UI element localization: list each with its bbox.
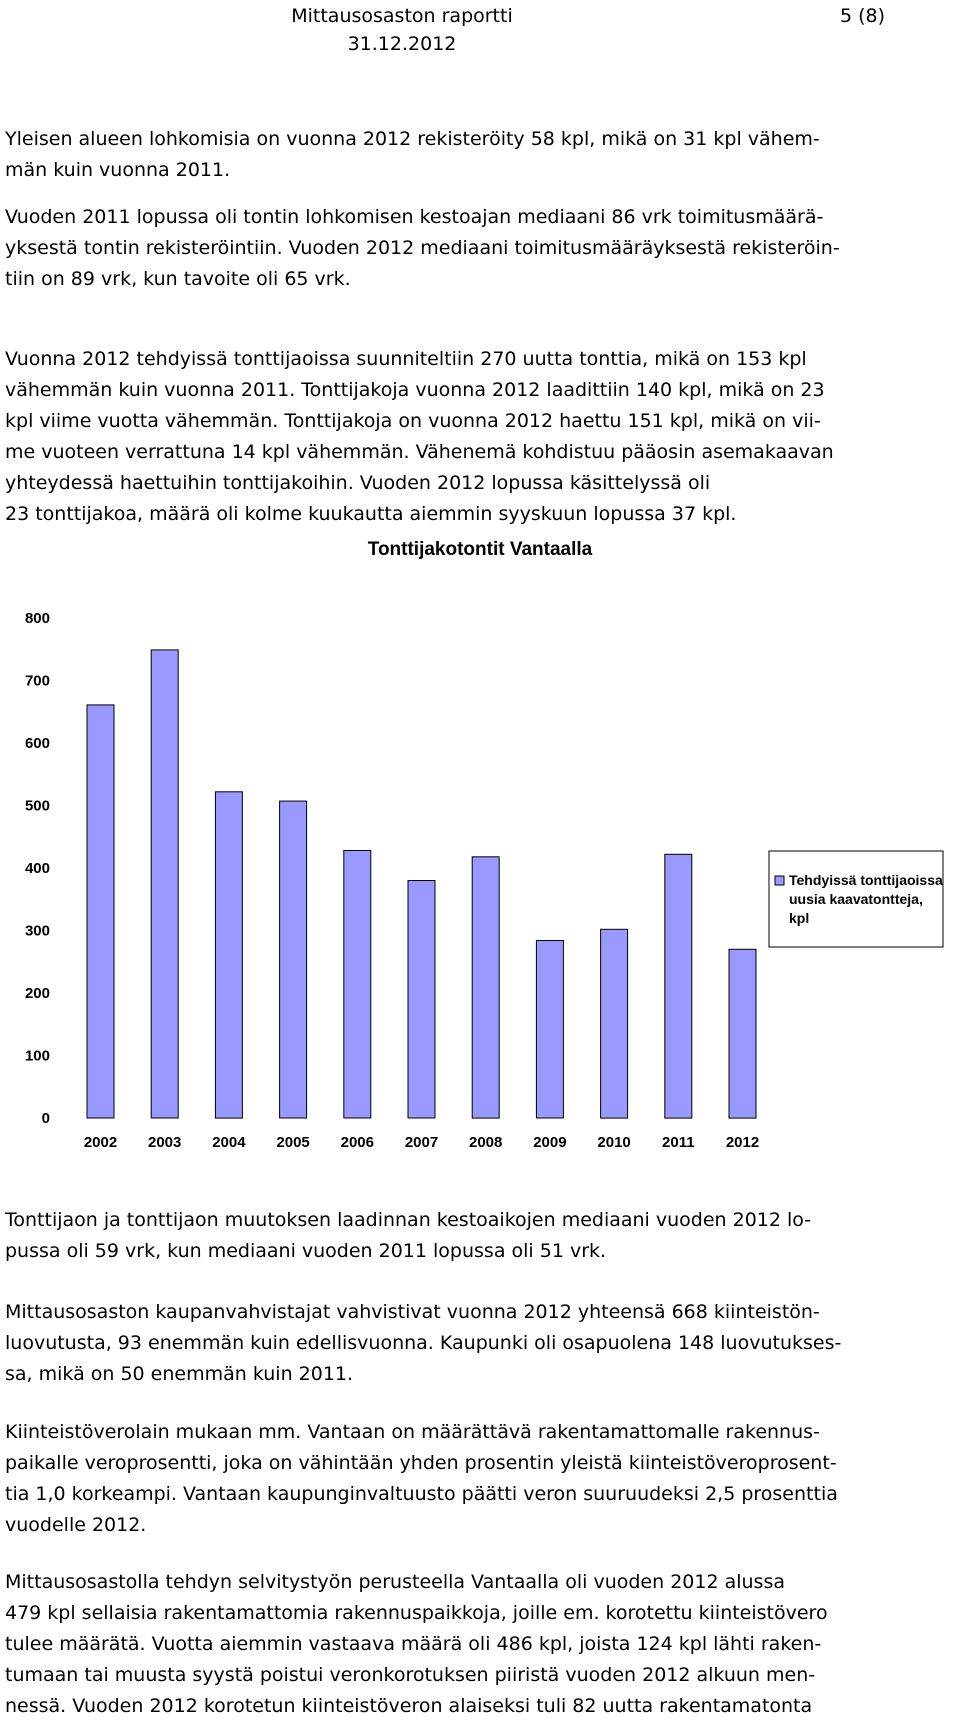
bar-2011 [665,854,692,1118]
text-line: Mittausosaston kaupanvahvistajat vahvistivat vuonna 2012 yhteensä 668 kiinteistön- [5,1301,820,1323]
y-tick-label: 600 [24,735,50,752]
bar-2003 [151,650,178,1118]
text-line: 479 kpl sellaisia rakentamattomia rakennuspaikkoja, joille em. korotettu kiinteistövero [5,1602,828,1624]
report-date: 31.12.2012 [347,33,457,55]
y-tick-label: 400 [24,860,50,877]
x-axis [84,1134,759,1151]
bar-2009 [536,941,563,1119]
y-tick-label: 0 [41,1110,50,1127]
text-line: Tonttijaon ja tonttijaon muutoksen laadinnan kestoaikojen mediaani vuoden 2012 lo- [5,1209,812,1231]
text-line: 23 tonttijakoa, määrä oli kolme kuukautta aiemmin syyskuun lopussa 37 kpl. [5,503,737,525]
paragraph-2 [5,202,955,295]
report-title: Mittausosaston raportti [291,5,513,27]
y-tick-label: 700 [24,672,50,690]
text-line: me vuoteen verrattuna 14 kpl vähemmän. Vähenemä kohdistuu pääosin asemakaavan [5,441,834,463]
bar-2006 [344,851,371,1119]
paragraph-4 [5,1205,955,1267]
bar-chart [0,535,960,1155]
page-number: 5 (8) [840,5,886,27]
legend-label-line-3: kpl [789,910,810,926]
bar-2007 [408,881,435,1119]
text-line: Vuonna 2012 tehdyissä tonttijaoissa suunniteltiin 270 uutta tonttia, mikä on 153 kpl [5,348,807,370]
text-line: Kiinteistöverolain mukaan mm. Vantaan on määrättävä rakentamattomalle rakennus- [5,1421,820,1443]
text-line: yksestä tontin rekisteröintiin. Vuoden 2012 mediaani toimitusmääräyksestä rekisteröin- [5,237,840,259]
text-line: tumaan tai muusta syystä poistui veronkorotuksen piiristä vuoden 2012 alkuun men- [5,1664,816,1686]
paragraph-6 [5,1417,955,1541]
text-line: yhteydessä haettuihin tonttijakoihin. Vuoden 2012 lopussa käsittelyssä oli [5,472,711,494]
report-header [282,2,522,58]
chart-legend [769,851,943,947]
x-tick-label: 2004 [212,1134,246,1151]
y-axis [25,610,50,1127]
text-line: kpl viime vuotta vähemmän. Tonttijakoja on vuonna 2012 haettu 151 kpl, mikä on vii- [5,410,821,432]
text-line: tiin on 89 vrk, kun tavoite oli 65 vrk. [5,268,351,290]
legend-swatch [775,876,784,885]
paragraph-1 [5,124,955,186]
paragraph-7 [5,1567,955,1722]
text-line: paikalle veroprosentti, joka on vähintään yhden prosentin yleistä kiinteistöveroprosent- [5,1452,837,1474]
text-line: vähemmän kuin vuonna 2011. Tonttijakoja vuonna 2012 laadittiin 140 kpl, mikä on 23 [5,379,825,401]
bar-2005 [280,801,307,1118]
text-line: Vuoden 2011 lopussa oli tontin lohkomisen kestoajan mediaani 86 vrk toimitusmäärä- [5,206,824,228]
text-line: Yleisen alueen lohkomisia on vuonna 2012 rekisteröity 58 kpl, mikä on 31 kpl vähem- [5,128,820,150]
x-tick-label: 2002 [83,1134,118,1151]
text-line: tia 1,0 korkeampi. Vantaan kaupunginvaltuusto päätti veron suuruudeksi 2,5 prosenttia [5,1483,838,1505]
x-tick-label: 2012 [725,1134,760,1151]
x-tick-label: 2006 [340,1134,374,1151]
legend-label-line-1: Tehdyissä tonttijaoissa [789,872,943,888]
text-line: vuodelle 2012. [5,1514,147,1536]
bars [87,650,756,1118]
x-tick-label: 2007 [404,1134,439,1151]
y-tick-label: 200 [24,985,50,1002]
x-tick-label: 2009 [533,1134,567,1151]
paragraph-3 [5,344,955,530]
text-line: tulee määrätä. Vuotta aiemmin vastaava määrä oli 486 kpl, joista 124 kpl lähti raken- [5,1633,822,1655]
text-line: pussa oli 59 vrk, kun mediaani vuoden 2011 lopussa oli 51 vrk. [5,1240,607,1262]
x-tick-label: 2008 [469,1134,503,1151]
legend-label-line-2: uusia kaavatontteja, [789,891,923,907]
x-tick-label: 2005 [276,1134,310,1151]
text-line: nessä. Vuoden 2012 korotetun kiinteistöveron alaiseksi tuli 82 uutta rakentamatonta [5,1695,813,1717]
y-tick-label: 300 [24,922,50,940]
text-line: män kuin vuonna 2011. [5,159,231,181]
text-line: Mittausosastolla tehdyn selvitystyön perusteella Vantaalla oli vuoden 2012 alussa [5,1571,786,1593]
x-tick-label: 2011 [662,1134,695,1151]
bar-2004 [215,792,242,1118]
y-tick-label: 100 [24,1047,50,1065]
y-tick-label: 800 [24,610,50,627]
x-tick-label: 2010 [597,1134,631,1151]
bar-2002 [87,705,114,1118]
bar-2008 [472,857,499,1118]
text-line: luovutusta, 93 enemmän kuin edellisvuonna. Kaupunki oli osapuolena 148 luovutukses- [5,1332,842,1354]
chart-title: Tonttijakotontit Vantaalla [367,539,593,560]
y-tick-label: 500 [24,797,50,815]
x-tick-label: 2003 [148,1134,182,1151]
paragraph-5 [5,1297,955,1390]
bar-2012 [729,949,756,1118]
bar-2010 [601,929,628,1118]
text-line: sa, mikä on 50 enemmän kuin 2011. [5,1363,354,1385]
